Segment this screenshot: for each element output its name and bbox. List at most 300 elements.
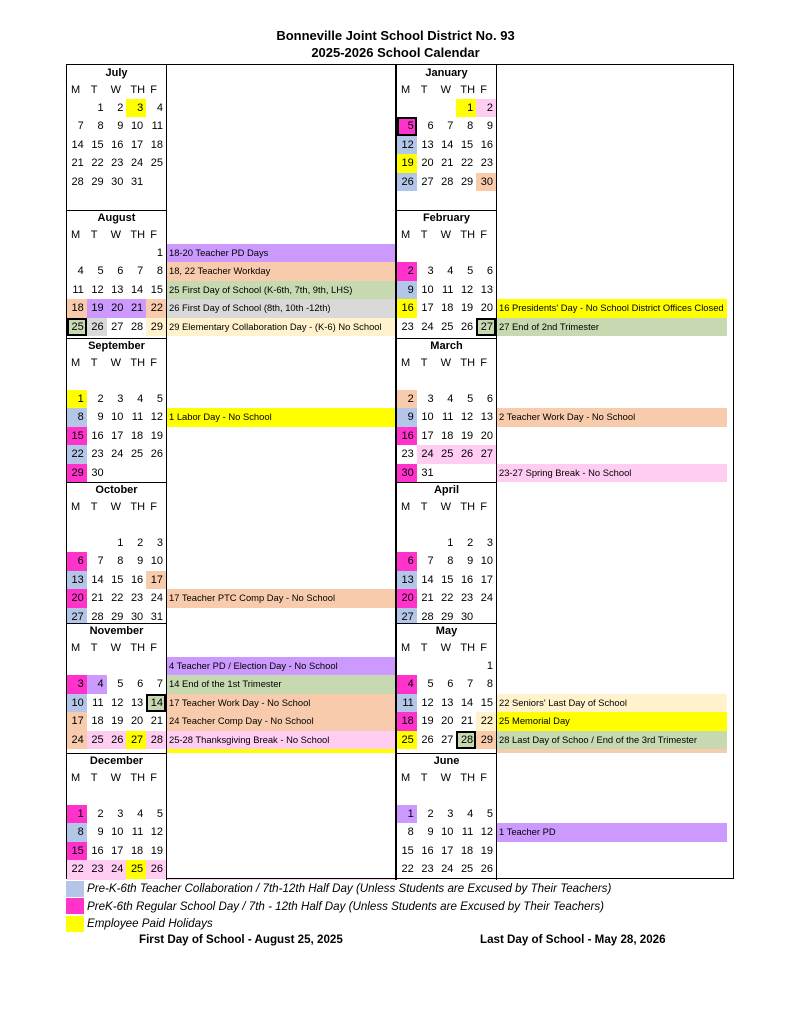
day-cell: 1: [67, 390, 87, 408]
week-row: [67, 860, 166, 878]
week-row: [397, 805, 496, 823]
day-header: W: [440, 357, 451, 369]
event-row: [497, 571, 727, 589]
day-cell: 9: [397, 408, 417, 426]
day-header: F: [480, 642, 487, 654]
week-row: [67, 675, 166, 693]
month-title: July: [105, 67, 128, 79]
week-row: [397, 657, 496, 675]
day-cell: 31: [150, 610, 163, 623]
day-header: TH: [130, 772, 146, 784]
week-row: [397, 427, 496, 445]
month-block: [67, 623, 733, 753]
day-cell: 24: [111, 448, 124, 461]
week-row: [67, 534, 166, 552]
day-cell: 22: [91, 157, 104, 170]
day-cell: [397, 244, 417, 262]
day-cell: 26: [421, 733, 434, 746]
day-cell: 21: [91, 592, 104, 605]
week-row: [397, 154, 496, 172]
week-row: [397, 608, 496, 623]
event-row: [497, 589, 727, 607]
month-september: [67, 338, 167, 482]
legend: [66, 880, 734, 933]
day-cell: [126, 464, 146, 482]
day-cell: 19: [421, 715, 434, 728]
day-cell: 25: [87, 731, 107, 749]
day-cell: [476, 464, 496, 482]
day-cell: 14: [71, 138, 84, 151]
day-cell: 8: [407, 826, 414, 839]
month-april: [397, 482, 497, 623]
day-cell: 14: [91, 573, 104, 586]
day-header: TH: [460, 501, 476, 513]
week-row: [397, 694, 496, 712]
day-cell: 15: [441, 573, 454, 586]
day-cell: 9: [397, 281, 417, 299]
day-cell: 15: [480, 696, 493, 709]
day-header: TH: [130, 229, 146, 241]
month-title: January: [425, 67, 468, 79]
event-row: 25 First Day of School (K-6th, 7th, 9th, LHS): [167, 281, 397, 299]
week-row: [67, 805, 166, 823]
day-header: T: [90, 357, 98, 369]
month-title: February: [422, 212, 471, 224]
day-cell: [126, 244, 146, 262]
day-cell: 10: [150, 555, 163, 568]
event-column: [497, 753, 727, 880]
day-cell: 8: [156, 265, 163, 278]
day-cell: 17: [441, 844, 454, 857]
day-cell: 1: [117, 537, 124, 549]
day-header: W: [110, 772, 121, 784]
week-row: [67, 608, 166, 623]
calendar-title: 2025-2026 School Calendar: [311, 45, 480, 60]
day-cell: 29: [476, 731, 496, 749]
week-row: [397, 712, 496, 730]
event-column: [167, 482, 397, 623]
week-row: [67, 281, 166, 299]
day-cell: 24: [107, 860, 127, 878]
week-row: [397, 262, 496, 280]
day-cell: 25: [126, 860, 146, 878]
day-cell: 1: [486, 660, 493, 672]
day-header: T: [420, 229, 428, 241]
week-row: [397, 173, 496, 191]
month-march: [397, 338, 497, 482]
day-cell: 25: [150, 157, 163, 170]
day-cell: 16: [397, 299, 417, 317]
day-cell: 5: [467, 393, 474, 405]
day-cell: 21: [126, 299, 146, 317]
event-row: [497, 191, 727, 209]
day-cell: 2: [97, 393, 104, 405]
event-row: 25 Memorial Day: [497, 712, 727, 730]
day-cell: 17: [146, 571, 166, 589]
month-june: [397, 753, 497, 880]
day-cell: 22: [67, 860, 87, 878]
day-cell: 22: [67, 445, 87, 463]
event-column: [167, 338, 397, 482]
day-cell: 11: [461, 826, 474, 839]
event-row: [167, 173, 397, 191]
day-cell: 3: [447, 808, 454, 820]
day-cell: 15: [460, 138, 474, 151]
event-row: [167, 805, 397, 823]
week-row: [397, 281, 496, 299]
week-row: [67, 731, 166, 749]
day-cell: 31: [421, 466, 434, 479]
event-row: 29 Elementary Collaboration Day - (K-6) No School: [167, 318, 397, 336]
event-row: 18, 22 Teacher Workday: [167, 262, 397, 280]
day-cell: 15: [67, 427, 87, 445]
day-cell: 23: [480, 157, 493, 170]
day-cell: 10: [130, 120, 144, 133]
day-header: M: [71, 229, 81, 241]
day-header-row: [67, 769, 166, 787]
day-cell: [437, 464, 457, 482]
week-row: [67, 823, 166, 841]
day-header: T: [90, 772, 98, 784]
event-row: [167, 823, 397, 841]
day-cell: 27: [476, 318, 496, 336]
day-cell: [417, 99, 437, 117]
day-cell: 3: [67, 675, 87, 693]
day-cell: 10: [441, 826, 454, 839]
legend-swatch: [66, 898, 84, 914]
week-row: [397, 842, 496, 860]
day-header-row: [67, 81, 166, 99]
legend-text: Pre-K-6th Teacher Collaboration / 7th-12th Half Day (Unless Students are Excused by Their Teachers): [87, 882, 612, 896]
day-cell: 26: [87, 318, 107, 336]
day-cell: 1: [456, 99, 476, 117]
day-cell: 26: [480, 863, 493, 876]
day-cell: 30: [460, 610, 474, 623]
day-cell: 24: [150, 592, 163, 605]
day-cell: 12: [480, 826, 493, 839]
day-cell: 30: [111, 175, 124, 188]
month-august: [67, 210, 167, 338]
day-header: TH: [130, 642, 146, 654]
day-cell: 11: [131, 411, 144, 424]
month-july: [67, 65, 167, 210]
day-cell: 24: [67, 731, 87, 749]
event-row: 18-20 Teacher PD Days: [167, 244, 397, 262]
legend-item: [66, 915, 734, 933]
day-cell: 21: [460, 715, 474, 728]
week-row: [67, 842, 166, 860]
day-cell: 26: [107, 731, 127, 749]
day-cell: 6: [427, 120, 434, 133]
day-cell: 3: [126, 99, 146, 117]
week-row: [67, 99, 166, 117]
day-cell: 20: [107, 299, 127, 317]
day-header: W: [110, 501, 121, 513]
day-header: M: [401, 772, 411, 784]
center-divider: [395, 65, 397, 880]
day-cell: 27: [111, 320, 124, 333]
day-cell: 7: [467, 678, 474, 691]
day-cell: 21: [441, 157, 454, 170]
event-row: [167, 608, 397, 623]
day-cell: 4: [137, 393, 144, 405]
month-block: [67, 482, 733, 623]
event-row: [497, 860, 727, 878]
month-title: August: [97, 212, 136, 224]
day-cell: 20: [480, 302, 493, 315]
day-cell: 27: [421, 175, 434, 188]
day-header: TH: [460, 357, 476, 369]
day-cell: [107, 657, 127, 675]
day-cell: 12: [421, 696, 434, 709]
day-header: M: [71, 642, 81, 654]
day-cell: 14: [146, 694, 166, 712]
day-header-row: [67, 354, 166, 372]
day-cell: 12: [150, 826, 163, 839]
day-header: F: [150, 357, 157, 369]
day-cell: 25: [397, 731, 417, 749]
day-cell: 17: [421, 429, 434, 442]
day-cell: 23: [401, 320, 414, 333]
day-cell: 13: [111, 283, 124, 296]
day-cell: 25: [437, 445, 457, 463]
week-row: [397, 390, 496, 408]
event-row: 17 Teacher Work Day - No School: [167, 694, 397, 712]
day-cell: 9: [467, 555, 474, 568]
month-title: March: [430, 340, 463, 352]
day-cell: 12: [150, 411, 163, 424]
day-cell: 16: [111, 138, 124, 151]
day-cell: 27: [67, 608, 87, 623]
day-cell: 6: [117, 265, 124, 278]
day-cell: [67, 657, 87, 675]
day-cell: 8: [97, 120, 104, 133]
event-row: 4 Teacher PD / Election Day - No School: [167, 657, 397, 675]
event-row: [167, 390, 397, 408]
day-cell: 8: [67, 408, 87, 426]
day-cell: 14: [130, 283, 144, 296]
day-cell: 21: [71, 157, 84, 170]
day-header: M: [71, 501, 81, 513]
day-header: T: [90, 642, 98, 654]
day-cell: 29: [460, 175, 474, 188]
day-header: TH: [460, 229, 476, 241]
day-header: M: [401, 357, 411, 369]
day-header-row: [397, 226, 496, 244]
day-cell: 9: [97, 411, 104, 424]
day-cell: [87, 657, 107, 675]
event-row: [497, 154, 727, 172]
day-cell: 24: [417, 445, 437, 463]
day-cell: 17: [111, 844, 124, 857]
day-cell: 16: [460, 573, 474, 586]
day-cell: 5: [156, 393, 163, 405]
day-cell: [67, 534, 87, 552]
day-header: TH: [130, 357, 146, 369]
day-cell: 6: [486, 393, 493, 405]
day-cell: 22: [441, 592, 454, 605]
day-cell: 18: [130, 429, 144, 442]
event-row: [497, 805, 727, 823]
day-cell: 11: [131, 826, 144, 839]
day-cell: [87, 534, 107, 552]
day-cell: 23: [87, 860, 107, 878]
day-cell: 14: [421, 573, 434, 586]
day-header: M: [401, 642, 411, 654]
event-row: [167, 427, 397, 445]
day-cell: 17: [421, 302, 434, 315]
day-cell: 4: [447, 393, 454, 405]
week-row: [397, 823, 496, 841]
legend-text: PreK-6th Regular School Day / 7th - 12th Half Day (Unless Students are Excused by Their Teachers): [87, 899, 605, 913]
day-header: F: [150, 501, 157, 513]
day-cell: 20: [67, 589, 87, 607]
event-row: [497, 675, 727, 693]
day-cell: 15: [91, 138, 104, 151]
day-header: F: [480, 501, 487, 513]
day-cell: 9: [97, 826, 104, 839]
day-cell: 7: [137, 265, 144, 278]
day-header: F: [150, 642, 157, 654]
day-cell: 16: [480, 138, 493, 151]
day-cell: 4: [467, 808, 474, 820]
day-cell: 18: [130, 844, 144, 857]
day-cell: [456, 657, 476, 675]
day-cell: 15: [150, 283, 163, 296]
day-cell: 2: [397, 262, 417, 280]
day-cell: 5: [427, 678, 434, 691]
day-header-row: [397, 498, 496, 516]
day-cell: 30: [130, 610, 144, 623]
day-cell: [456, 464, 476, 482]
day-cell: 5: [117, 678, 124, 691]
event-row: 22 Seniors' Last Day of School: [497, 694, 727, 712]
day-cell: 19: [150, 844, 163, 857]
day-cell: 10: [111, 411, 124, 424]
day-cell: 1: [156, 247, 163, 259]
day-cell: 20: [441, 715, 454, 728]
week-row: [397, 552, 496, 570]
day-cell: 31: [130, 175, 144, 188]
day-cell: 5: [467, 265, 474, 278]
day-cell: 26: [397, 173, 417, 191]
day-cell: [397, 534, 417, 552]
day-cell: 9: [137, 555, 144, 568]
event-column: [167, 65, 397, 210]
day-cell: 15: [401, 844, 414, 857]
day-cell: 24: [480, 592, 493, 605]
week-row: [397, 675, 496, 693]
day-cell: 16: [130, 573, 144, 586]
day-header: W: [440, 84, 451, 96]
month-january: [397, 65, 497, 210]
day-cell: 12: [397, 136, 417, 154]
day-cell: 18: [150, 138, 163, 151]
day-cell: 23: [401, 448, 414, 461]
event-column: [167, 753, 397, 880]
day-cell: 18: [441, 429, 454, 442]
day-cell: [107, 244, 127, 262]
day-cell: 20: [397, 589, 417, 607]
day-cell: 2: [117, 102, 124, 114]
day-header-row: [397, 81, 496, 99]
day-cell: 10: [111, 826, 124, 839]
day-cell: 2: [476, 99, 496, 117]
day-cell: 11: [397, 694, 417, 712]
week-row: [67, 552, 166, 570]
day-cell: 13: [441, 696, 454, 709]
event-column: [497, 210, 727, 338]
day-cell: [417, 244, 437, 262]
day-cell: 17: [480, 573, 493, 586]
day-cell: 23: [130, 592, 144, 605]
day-cell: 4: [397, 675, 417, 693]
day-header: M: [71, 357, 81, 369]
day-cell: 29: [67, 464, 87, 482]
day-header: T: [420, 642, 428, 654]
day-cell: 28: [421, 610, 434, 623]
day-cell: 22: [460, 157, 474, 170]
day-cell: 27: [476, 445, 496, 463]
day-cell: 25: [441, 320, 454, 333]
day-cell: 7: [156, 678, 163, 691]
day-cell: 17: [130, 138, 144, 151]
day-header: F: [480, 229, 487, 241]
day-cell: 28: [456, 731, 476, 749]
day-header: T: [420, 357, 428, 369]
day-cell: 22: [401, 863, 414, 876]
day-cell: 13: [421, 138, 434, 151]
event-row: [497, 657, 727, 675]
day-cell: 7: [427, 555, 434, 568]
day-cell: 11: [72, 283, 84, 296]
month-block: [67, 338, 733, 482]
event-column: [167, 623, 397, 753]
month-title: June: [433, 755, 460, 767]
day-cell: 19: [460, 429, 474, 442]
event-row: [497, 842, 727, 860]
day-cell: 27: [441, 733, 454, 746]
event-column: [497, 623, 727, 753]
event-row: 1 Labor Day - No School: [167, 408, 397, 426]
day-cell: 10: [421, 283, 434, 296]
day-cell: 19: [111, 715, 124, 728]
day-cell: [437, 244, 457, 262]
day-header: W: [440, 229, 451, 241]
event-row: [497, 390, 727, 408]
event-row: [167, 571, 397, 589]
day-cell: 7: [97, 555, 104, 568]
day-cell: 26: [456, 445, 476, 463]
event-row: 27 End of 2nd Trimester: [497, 318, 727, 336]
day-cell: 23: [111, 157, 124, 170]
month-november: [67, 623, 167, 753]
day-cell: 9: [427, 826, 434, 839]
day-cell: 21: [421, 592, 434, 605]
month-title: December: [89, 755, 144, 767]
day-cell: 12: [91, 283, 104, 296]
day-cell: 16: [397, 427, 417, 445]
event-row: [497, 136, 727, 154]
day-cell: 21: [150, 715, 163, 728]
day-cell: 8: [447, 555, 454, 568]
day-header: F: [480, 84, 487, 96]
day-cell: 2: [97, 808, 104, 820]
day-header-row: [397, 354, 496, 372]
month-block: [67, 65, 733, 210]
day-header-row: [67, 639, 166, 657]
day-cell: 30: [397, 464, 417, 482]
